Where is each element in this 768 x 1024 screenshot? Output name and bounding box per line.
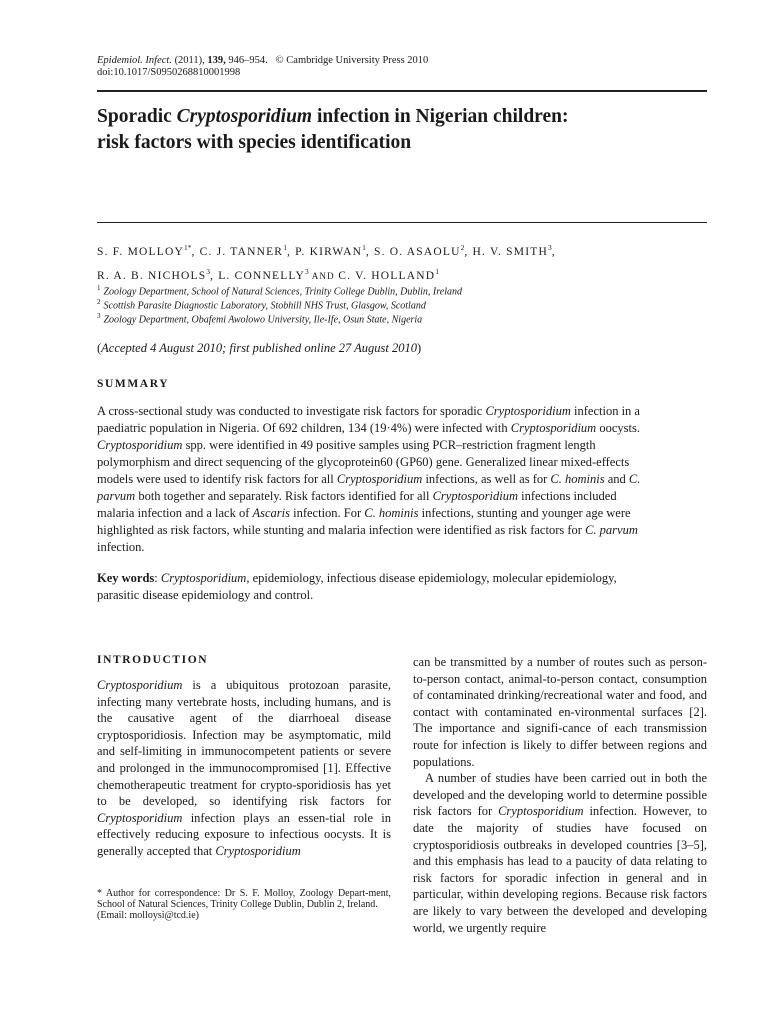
author-name: S. F. MOLLOY — [97, 245, 184, 258]
keywords — [97, 570, 645, 604]
intro-right-segment: can be transmitted by a number of routes such as person-to-person contact, animal-to-person contact, consumption of contaminated drinking/recreational water and food, and contact with contaminated en-vironmental surfaces [2]. The importance and signifi-cance of each transmission route for infection is likely to differ between regions and populations. — [413, 655, 707, 769]
intro-left-segment: Cryptosporidium — [215, 843, 301, 858]
article-title — [97, 104, 677, 156]
author-name: C. J. TANNER — [199, 245, 284, 258]
intro-left-segment: infection plays an essen-tial role in effectively reducing exposure to infectious oocysts. It is generally accepted that — [97, 810, 391, 858]
summary-segment: C. parvum — [97, 472, 641, 503]
doi: doi:10.1017/S0950268810001998 — [97, 67, 241, 78]
summary-heading: SUMMARY — [97, 378, 170, 390]
summary-segment: Cryptosporidium — [97, 438, 183, 452]
summary-segment: A cross-sectional study was conducted to investigate risk factors for sporadic — [97, 404, 486, 418]
intro-right-segment: A number of studies have been carried out in both the developed and the developing world to determine possible risk factors for — [413, 771, 707, 819]
introduction-left-column — [97, 677, 391, 860]
author-affiliation-marker: 2 — [460, 243, 465, 252]
intro-right-paragraph-2 — [413, 770, 707, 936]
author-affiliation-marker: 3 — [206, 266, 211, 276]
author-name: H. V. SMITH — [472, 245, 548, 258]
affiliation-number: 3 — [97, 312, 101, 320]
introduction-right-column — [413, 654, 707, 936]
title-part1: Sporadic — [97, 106, 177, 127]
summary-segment: infection. For — [289, 506, 365, 520]
author-name: R. A. B. NICHOLS — [97, 269, 207, 282]
intro-right-segment: infection. However, to date the majority of studies have focused on cryptosporidiosis outbreaks in developed countries [3–5], and this emphasis has lead to a paucity of data relating to risk factors for sporadic infection in general and in particular, within developing regions. Because risk factors are likely to vary between the developed and developing world, we urgently require — [413, 804, 707, 935]
intro-right-segment: Cryptosporidium — [498, 804, 584, 819]
affiliation-text: Scottish Parasite Diagnostic Laboratory, Stobhill NHS Trust, Glasgow, Scotland — [103, 300, 426, 312]
journal-year: (2011), — [174, 55, 205, 66]
title-rule — [97, 222, 707, 223]
affiliation-number: 1 — [97, 284, 101, 292]
keywords-segment: Cryptosporidium — [160, 571, 247, 585]
footnote-text: * Author for correspondence: Dr S. F. Molloy, Zoology Depart-ment, School of Natural Sciences, Trinity College Dublin, Dublin 2, Ireland. — [97, 888, 391, 910]
title-part2: infection in Nigerian children: — [312, 106, 569, 127]
intro-left-segment: Cryptosporidium — [97, 810, 183, 825]
summary-segment: infections, as well as for — [422, 472, 551, 486]
correspondence-footnote — [97, 888, 391, 921]
journal-name: Epidemiol. Infect. — [97, 55, 172, 66]
author-name: S. O. ASAOLU — [374, 245, 461, 258]
footnote-email: (Email: molloysi@tcd.ie) — [97, 910, 199, 921]
author-separator: , — [191, 245, 200, 258]
author-affiliation-marker: 1* — [183, 243, 192, 252]
author-affiliation-marker: 1 — [435, 266, 439, 276]
summary-segment: infections, stunting and younger age were highlighted as risk factors, while stunting and malaria infection were identified as risk factors for — [97, 506, 631, 537]
keywords-segment: , epidemiology, infectious disease epidemiology, molecular epidemiology, parasitic disease epidemiology and control. — [97, 571, 617, 602]
summary-body — [97, 403, 645, 556]
author-affiliation-marker: 3 — [547, 243, 552, 252]
author-separator: , — [551, 245, 556, 258]
author-separator: , — [464, 245, 473, 258]
affiliation-text: Zoology Department, School of Natural Sciences, Trinity College Dublin, Dublin, Ireland — [103, 286, 462, 298]
author-separator: , — [210, 269, 219, 282]
author-separator: AND — [308, 270, 339, 281]
author-name: L. CONNELLY — [218, 269, 305, 282]
introduction-heading: INTRODUCTION — [97, 654, 209, 666]
intro-right-paragraph-1 — [413, 655, 707, 769]
summary-segment: infections included malaria infection and a lack of — [97, 489, 617, 520]
affiliation-number: 2 — [97, 298, 101, 306]
intro-left-segment: is a ubiquitous protozoan parasite, infecting many vertebrate hosts, including humans, and is the causative agent of the diarrhoeal disease cryptosporidiosis. Infection may be asymptomatic, mild and self-limiting in immunocompetent patients or severe and prolonged in the immunocompromised [1]. Effective chemotherapeutic treatment for crypto-sporidiosis has yet to be developed, so identifying risk factors for — [97, 678, 391, 809]
summary-segment: Cryptosporidium — [485, 404, 571, 418]
journal-citation — [97, 53, 428, 68]
summary-segment: both together and separately. Risk factors identified for all — [135, 489, 433, 503]
summary-segment: C. hominis — [364, 506, 419, 520]
keywords-body — [97, 571, 617, 602]
summary-segment: Cryptosporidium — [510, 421, 597, 435]
author-affiliation-marker: 1 — [283, 243, 287, 252]
accepted-text: Accepted 4 August 2010; first published online 27 August 2010 — [101, 341, 418, 355]
top-rule — [97, 90, 707, 92]
summary-segment: infection in a paediatric population in Nigeria. Of 692 children, 134 (19·4%) were infected with — [97, 404, 640, 435]
journal-volume: 139, — [207, 55, 226, 66]
keywords-segment: : — [154, 571, 161, 585]
summary-segment: C. parvum — [585, 523, 638, 537]
author-separator: , — [286, 245, 296, 258]
summary-segment: infection. — [97, 540, 145, 554]
summary-segment: and — [604, 472, 629, 486]
summary-segment: spp. were identified in 49 positive samples using PCR–restriction fragment length polymorphism and direct sequencing of the glycoprotein60 (GP60) gene. Generalized linear mixed-effects models were used to identify risk factors for all — [97, 438, 630, 486]
title-line2: risk factors with species identification — [97, 132, 412, 153]
copyright: © Cambridge University Press 2010 — [275, 55, 429, 66]
author-affiliation-marker: 3 — [305, 266, 309, 276]
keywords-label: Key words — [97, 571, 155, 585]
summary-segment: C. hominis — [550, 472, 605, 486]
journal-pages: 946–954. — [228, 55, 268, 66]
authors-line-1 — [97, 238, 697, 262]
affiliation-item — [97, 309, 697, 327]
intro-left-segment: Cryptosporidium — [97, 678, 183, 692]
author-separator: , — [365, 245, 375, 258]
summary-segment: Cryptosporidium — [336, 472, 423, 486]
summary-segment: Ascaris — [252, 506, 290, 520]
summary-segment: Cryptosporidium — [432, 489, 518, 503]
summary-segment: oocysts. — [596, 421, 640, 435]
title-italic: Cryptosporidium — [176, 106, 313, 127]
affiliation-text: Zoology Department, Obafemi Awolowo University, Ile-Ife, Osun State, Nigeria — [103, 314, 423, 326]
accepted-dates: (Accepted 4 August 2010; first published online 27 August 2010) — [97, 341, 422, 355]
author-name: P. KIRWAN — [295, 245, 363, 258]
author-list — [97, 238, 697, 286]
author-affiliation-marker: 1 — [362, 243, 366, 252]
author-name: C. V. HOLLAND — [338, 269, 436, 282]
